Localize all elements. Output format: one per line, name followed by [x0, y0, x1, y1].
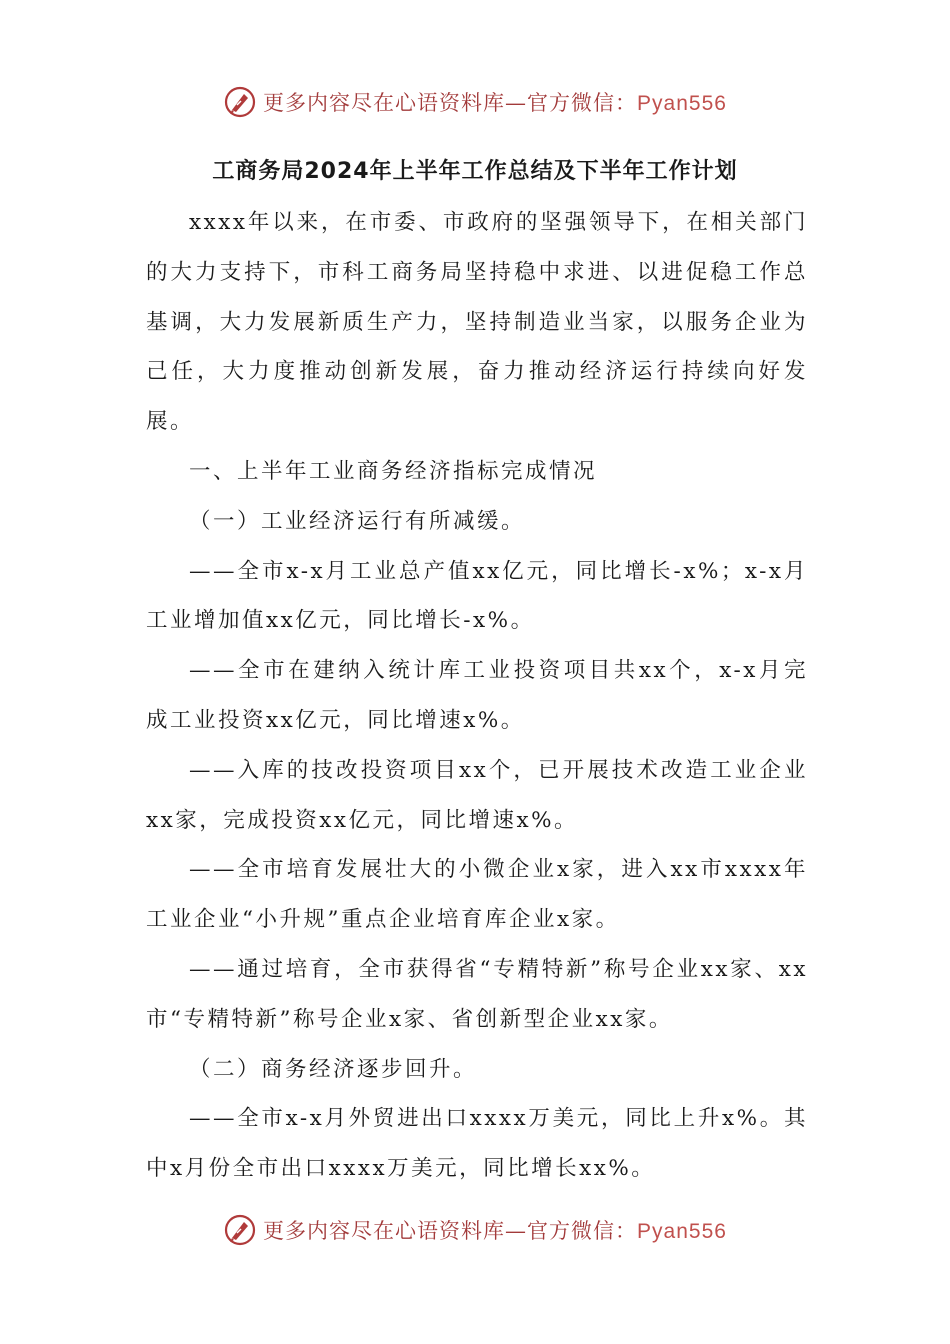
pen-nib-logo-icon	[223, 85, 257, 119]
header-watermark-banner	[0, 82, 950, 122]
watermark-text: 更多内容尽在心语资料库—官方微信：Pyan556	[263, 1219, 727, 1243]
document-body	[146, 198, 808, 1194]
subsection-heading: （一）工业经济运行有所减缓。	[189, 508, 526, 534]
pen-nib-logo-icon	[223, 1213, 257, 1247]
paragraph-bullet: ——入库的技改投资项目xx个，已开展技术改造工业企业xx家，完成投资xx亿元，同比增速x%。	[146, 757, 808, 833]
paragraph-bullet: ——全市x-x月工业总产值xx亿元，同比增长-x%；x-x月工业增加值xx亿元，同比增长-x%。	[146, 558, 808, 634]
paragraph-bullet: ——全市培育发展壮大的小微企业x家，进入xx市xxxx年工业企业“小升规”重点企业培育库企业x家。	[146, 857, 808, 933]
watermark-text: 更多内容尽在心语资料库—官方微信：Pyan556	[263, 91, 727, 115]
paragraph-bullet: ——全市x-x月外贸进出口xxxx万美元，同比上升x%。其中x月份全市出口xxxx万美元，同比增长xx%。	[146, 1106, 808, 1182]
subsection-heading: （二）商务经济逐步回升。	[189, 1056, 478, 1082]
document-title: 工商务局2024年上半年工作总结及下半年工作计划	[212, 159, 738, 184]
paragraph-bullet: ——全市在建纳入统计库工业投资项目共xx个，x-x月完成工业投资xx亿元，同比增速x%。	[146, 658, 808, 733]
footer-watermark-banner	[0, 1210, 950, 1250]
paragraph-bullet: ——通过培育，全市获得省“专精特新”称号企业xx家、xx市“专精特新”称号企业x家、省创新型企业xx家。	[146, 956, 808, 1032]
wechat-id: Pyan556	[637, 1220, 727, 1243]
wechat-id: Pyan556	[637, 92, 727, 115]
section-heading: 一、上半年工业商务经济指标完成情况	[189, 458, 598, 484]
paragraph-intro: xxxx年以来，在市委、市政府的坚强领导下，在相关部门的大力支持下，市科工商务局坚持稳中求进、以进促稳工作总基调，大力发展新质生产力，坚持制造业当家，以服务企业为己任，大力度推动创新发展，奋力推动经济运行持续向好发展。	[146, 210, 808, 435]
